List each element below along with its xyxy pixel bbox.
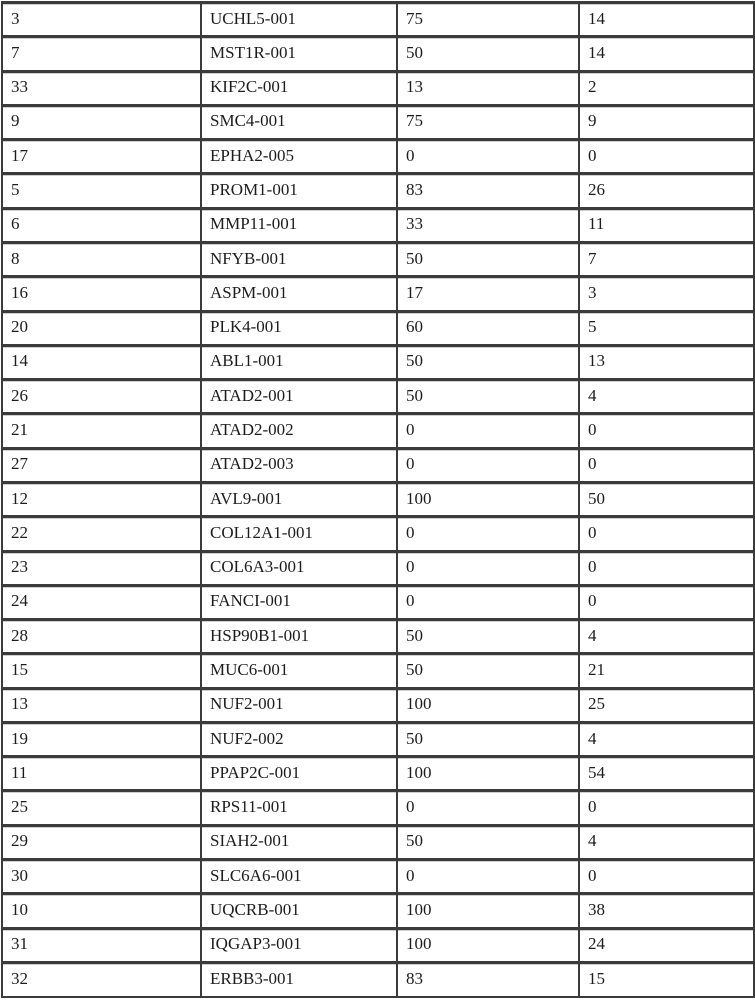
value-1-cell: 83 xyxy=(397,174,579,208)
row-number-cell: 16 xyxy=(2,277,201,311)
value-1-cell: 75 xyxy=(397,105,579,139)
transcript-id-cell: NUF2-002 xyxy=(201,722,397,756)
row-number-cell: 32 xyxy=(2,962,201,997)
value-1-cell: 0 xyxy=(397,791,579,825)
value-1-cell: 100 xyxy=(397,894,579,928)
value-2-cell: 24 xyxy=(579,928,754,962)
table-row xyxy=(2,517,754,551)
value-1-cell: 50 xyxy=(397,242,579,276)
table-row xyxy=(2,71,754,105)
value-2-cell: 0 xyxy=(579,585,754,619)
table-row xyxy=(2,654,754,688)
table-row xyxy=(2,448,754,482)
transcript-id-cell: ERBB3-001 xyxy=(201,962,397,997)
row-number-cell: 8 xyxy=(2,242,201,276)
transcript-id-cell: IQGAP3-001 xyxy=(201,928,397,962)
value-2-cell: 14 xyxy=(579,3,754,37)
table-row xyxy=(2,688,754,722)
row-number-cell: 26 xyxy=(2,380,201,414)
value-2-cell: 0 xyxy=(579,860,754,894)
value-1-cell: 13 xyxy=(397,71,579,105)
table-row xyxy=(2,791,754,825)
transcript-id-cell: SMC4-001 xyxy=(201,105,397,139)
value-1-cell: 33 xyxy=(397,208,579,242)
table-row xyxy=(2,585,754,619)
value-2-cell: 4 xyxy=(579,825,754,859)
value-2-cell: 0 xyxy=(579,140,754,174)
transcript-id-cell: RPS11-001 xyxy=(201,791,397,825)
transcript-id-cell: UQCRB-001 xyxy=(201,894,397,928)
value-1-cell: 0 xyxy=(397,585,579,619)
row-number-cell: 10 xyxy=(2,894,201,928)
value-1-cell: 0 xyxy=(397,517,579,551)
value-2-cell: 14 xyxy=(579,37,754,71)
row-number-cell: 14 xyxy=(2,345,201,379)
table-row xyxy=(2,482,754,516)
row-number-cell: 25 xyxy=(2,791,201,825)
row-number-cell: 11 xyxy=(2,757,201,791)
table-row xyxy=(2,825,754,859)
row-number-cell: 17 xyxy=(2,140,201,174)
value-1-cell: 100 xyxy=(397,757,579,791)
table-row xyxy=(2,242,754,276)
table-body xyxy=(2,3,754,998)
transcript-id-cell: ABL1-001 xyxy=(201,345,397,379)
gene-expression-table xyxy=(1,1,755,998)
transcript-id-cell: ATAD2-001 xyxy=(201,380,397,414)
value-1-cell: 50 xyxy=(397,620,579,654)
value-1-cell: 50 xyxy=(397,722,579,756)
value-2-cell: 0 xyxy=(579,414,754,448)
value-2-cell: 38 xyxy=(579,894,754,928)
table-row xyxy=(2,174,754,208)
row-number-cell: 29 xyxy=(2,825,201,859)
transcript-id-cell: COL12A1-001 xyxy=(201,517,397,551)
table-row xyxy=(2,3,754,37)
value-1-cell: 17 xyxy=(397,277,579,311)
value-1-cell: 0 xyxy=(397,860,579,894)
value-1-cell: 100 xyxy=(397,688,579,722)
table-row xyxy=(2,345,754,379)
value-2-cell: 2 xyxy=(579,71,754,105)
transcript-id-cell: NFYB-001 xyxy=(201,242,397,276)
row-number-cell: 23 xyxy=(2,551,201,585)
transcript-id-cell: NUF2-001 xyxy=(201,688,397,722)
transcript-id-cell: KIF2C-001 xyxy=(201,71,397,105)
value-2-cell: 9 xyxy=(579,105,754,139)
transcript-id-cell: PLK4-001 xyxy=(201,311,397,345)
value-2-cell: 26 xyxy=(579,174,754,208)
transcript-id-cell: MST1R-001 xyxy=(201,37,397,71)
table-row xyxy=(2,311,754,345)
row-number-cell: 30 xyxy=(2,860,201,894)
row-number-cell: 7 xyxy=(2,37,201,71)
table-row xyxy=(2,894,754,928)
transcript-id-cell: HSP90B1-001 xyxy=(201,620,397,654)
value-2-cell: 4 xyxy=(579,380,754,414)
row-number-cell: 9 xyxy=(2,105,201,139)
table-row xyxy=(2,140,754,174)
row-number-cell: 24 xyxy=(2,585,201,619)
table-row xyxy=(2,277,754,311)
row-number-cell: 13 xyxy=(2,688,201,722)
value-2-cell: 11 xyxy=(579,208,754,242)
value-2-cell: 4 xyxy=(579,620,754,654)
row-number-cell: 21 xyxy=(2,414,201,448)
value-1-cell: 60 xyxy=(397,311,579,345)
row-number-cell: 6 xyxy=(2,208,201,242)
table-row xyxy=(2,551,754,585)
value-1-cell: 50 xyxy=(397,37,579,71)
value-1-cell: 0 xyxy=(397,414,579,448)
value-2-cell: 25 xyxy=(579,688,754,722)
transcript-id-cell: ATAD2-003 xyxy=(201,448,397,482)
value-2-cell: 54 xyxy=(579,757,754,791)
table-row xyxy=(2,37,754,71)
value-2-cell: 21 xyxy=(579,654,754,688)
value-2-cell: 3 xyxy=(579,277,754,311)
row-number-cell: 27 xyxy=(2,448,201,482)
transcript-id-cell: SIAH2-001 xyxy=(201,825,397,859)
value-1-cell: 0 xyxy=(397,140,579,174)
row-number-cell: 15 xyxy=(2,654,201,688)
value-1-cell: 50 xyxy=(397,345,579,379)
table-row xyxy=(2,962,754,997)
row-number-cell: 20 xyxy=(2,311,201,345)
table-row xyxy=(2,928,754,962)
value-2-cell: 15 xyxy=(579,962,754,997)
value-2-cell: 50 xyxy=(579,482,754,516)
value-2-cell: 7 xyxy=(579,242,754,276)
value-2-cell: 0 xyxy=(579,448,754,482)
transcript-id-cell: AVL9-001 xyxy=(201,482,397,516)
value-2-cell: 4 xyxy=(579,722,754,756)
value-1-cell: 0 xyxy=(397,551,579,585)
transcript-id-cell: MUC6-001 xyxy=(201,654,397,688)
row-number-cell: 33 xyxy=(2,71,201,105)
transcript-id-cell: ASPM-001 xyxy=(201,277,397,311)
row-number-cell: 19 xyxy=(2,722,201,756)
row-number-cell: 28 xyxy=(2,620,201,654)
table-row xyxy=(2,380,754,414)
table-row xyxy=(2,722,754,756)
row-number-cell: 5 xyxy=(2,174,201,208)
transcript-id-cell: SLC6A6-001 xyxy=(201,860,397,894)
transcript-id-cell: FANCI-001 xyxy=(201,585,397,619)
value-1-cell: 100 xyxy=(397,928,579,962)
value-1-cell: 75 xyxy=(397,3,579,37)
value-2-cell: 13 xyxy=(579,345,754,379)
row-number-cell: 12 xyxy=(2,482,201,516)
row-number-cell: 3 xyxy=(2,3,201,37)
value-1-cell: 83 xyxy=(397,962,579,997)
transcript-id-cell: MMP11-001 xyxy=(201,208,397,242)
table-row xyxy=(2,757,754,791)
transcript-id-cell: PPAP2C-001 xyxy=(201,757,397,791)
table-row xyxy=(2,208,754,242)
table-row xyxy=(2,620,754,654)
value-1-cell: 50 xyxy=(397,654,579,688)
table-row xyxy=(2,860,754,894)
table-row xyxy=(2,414,754,448)
value-2-cell: 0 xyxy=(579,517,754,551)
value-1-cell: 50 xyxy=(397,380,579,414)
transcript-id-cell: EPHA2-005 xyxy=(201,140,397,174)
transcript-id-cell: PROM1-001 xyxy=(201,174,397,208)
transcript-id-cell: UCHL5-001 xyxy=(201,3,397,37)
row-number-cell: 22 xyxy=(2,517,201,551)
row-number-cell: 31 xyxy=(2,928,201,962)
value-1-cell: 50 xyxy=(397,825,579,859)
value-2-cell: 0 xyxy=(579,791,754,825)
transcript-id-cell: COL6A3-001 xyxy=(201,551,397,585)
value-2-cell: 5 xyxy=(579,311,754,345)
value-2-cell: 0 xyxy=(579,551,754,585)
table-row xyxy=(2,105,754,139)
value-1-cell: 0 xyxy=(397,448,579,482)
value-1-cell: 100 xyxy=(397,482,579,516)
transcript-id-cell: ATAD2-002 xyxy=(201,414,397,448)
